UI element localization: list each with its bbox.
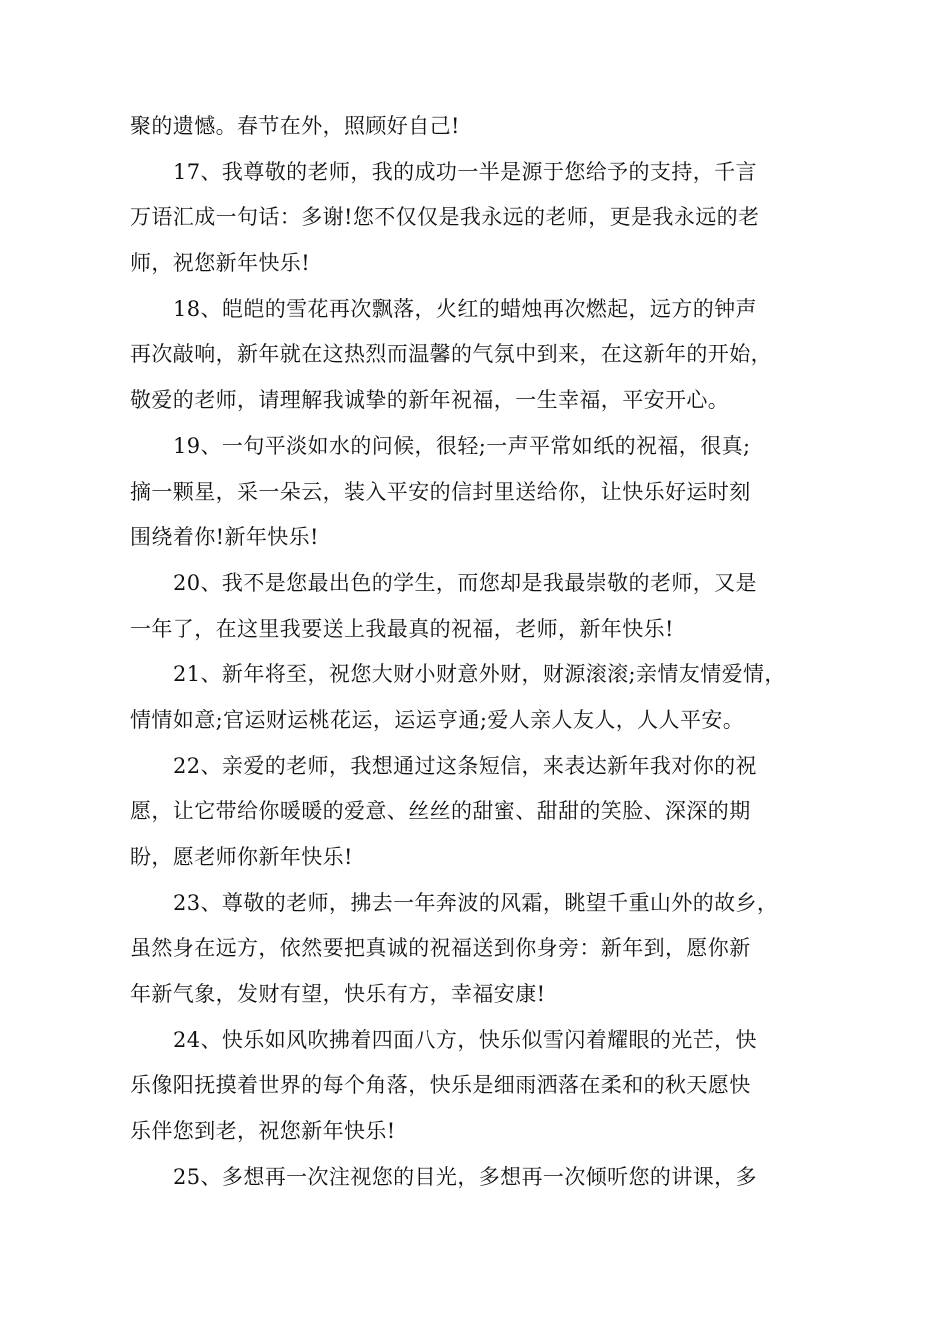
text-line: 22、亲爱的老师，我想通过这条短信，来表达新年我对你的祝 [173,753,757,778]
text-line: 20、我不是您最出色的学生，而您却是我最崇敬的老师，又是 [173,570,757,595]
paragraph-22 [130,744,830,881]
text-line: 乐伴您到老，祝您新年快乐! [130,1119,396,1144]
text-line: 18、皑皑的雪花再次飘落，火红的蜡烛再次燃起，远方的钟声 [173,296,757,321]
paragraph-17 [130,150,830,287]
text-line: 万语汇成一句话：多谢!您不仅仅是我永远的老师，更是我永远的老 [130,205,760,230]
text-line: 聚的遗憾。春节在外，照顾好自己! [130,114,460,138]
text-line: 愿，让它带给你暖暖的爱意、丝丝的甜蜜、甜甜的笑脸、深深的期 [130,799,751,824]
paragraph-23 [130,881,830,1018]
paragraph-19 [130,424,830,561]
text-line: 师，祝您新年快乐! [130,251,311,276]
text-line: 17、我尊敬的老师，我的成功一半是源于您给予的支持，千言 [173,159,757,184]
paragraph-16-tail [130,104,830,150]
paragraph-24 [130,1018,830,1155]
text-line: 21、新年将至，祝您大财小财意外财，财源滚滚;亲情友情爱情， [173,662,786,687]
text-line: 再次敲响，新年就在这热烈而温馨的气氛中到来，在这新年的开始， [130,342,772,367]
text-line: 摘一颗星，采一朵云，装入平安的信封里送给你，让快乐好运时刻 [130,479,751,504]
text-line: 24、快乐如风吹拂着四面八方，快乐似雪闪着耀眼的光芒，快 [173,1027,757,1052]
text-line: 围绕着你!新年快乐! [130,525,319,550]
paragraph-18 [130,287,830,424]
text-line: 25、多想再一次注视您的目光，多想再一次倾听您的讲课，多 [173,1164,757,1189]
text-line: 敬爱的老师，请理解我诚挚的新年祝福，一生幸福，平安开心。 [130,388,730,413]
text-line: 一年了，在这里我要送上我最真的祝福，老师，新年快乐! [130,616,674,641]
text-line: 虽然身在远方，依然要把真诚的祝福送到你身旁：新年到，愿你新 [130,936,751,961]
text-line: 情情如意;官运财运桃花运，运运亨通;爱人亲人友人，人人平安。 [130,707,745,732]
document-body [130,104,830,1201]
paragraph-25 [130,1155,830,1201]
text-line: 乐像阳抚摸着世界的每个角落，快乐是细雨洒落在柔和的秋天愿快 [130,1073,751,1098]
text-line: 23、尊敬的老师，拂去一年奔波的风霜，眺望千重山外的故乡， [173,890,779,915]
text-line: 年新气象，发财有望，快乐有方，幸福安康! [130,982,546,1007]
paragraph-21 [130,652,830,743]
text-line: 盼，愿老师你新年快乐! [130,845,353,869]
paragraph-20 [130,561,830,652]
text-line: 19、一句平淡如水的问候，很轻;一声平常如纸的祝福，很真; [173,433,751,458]
